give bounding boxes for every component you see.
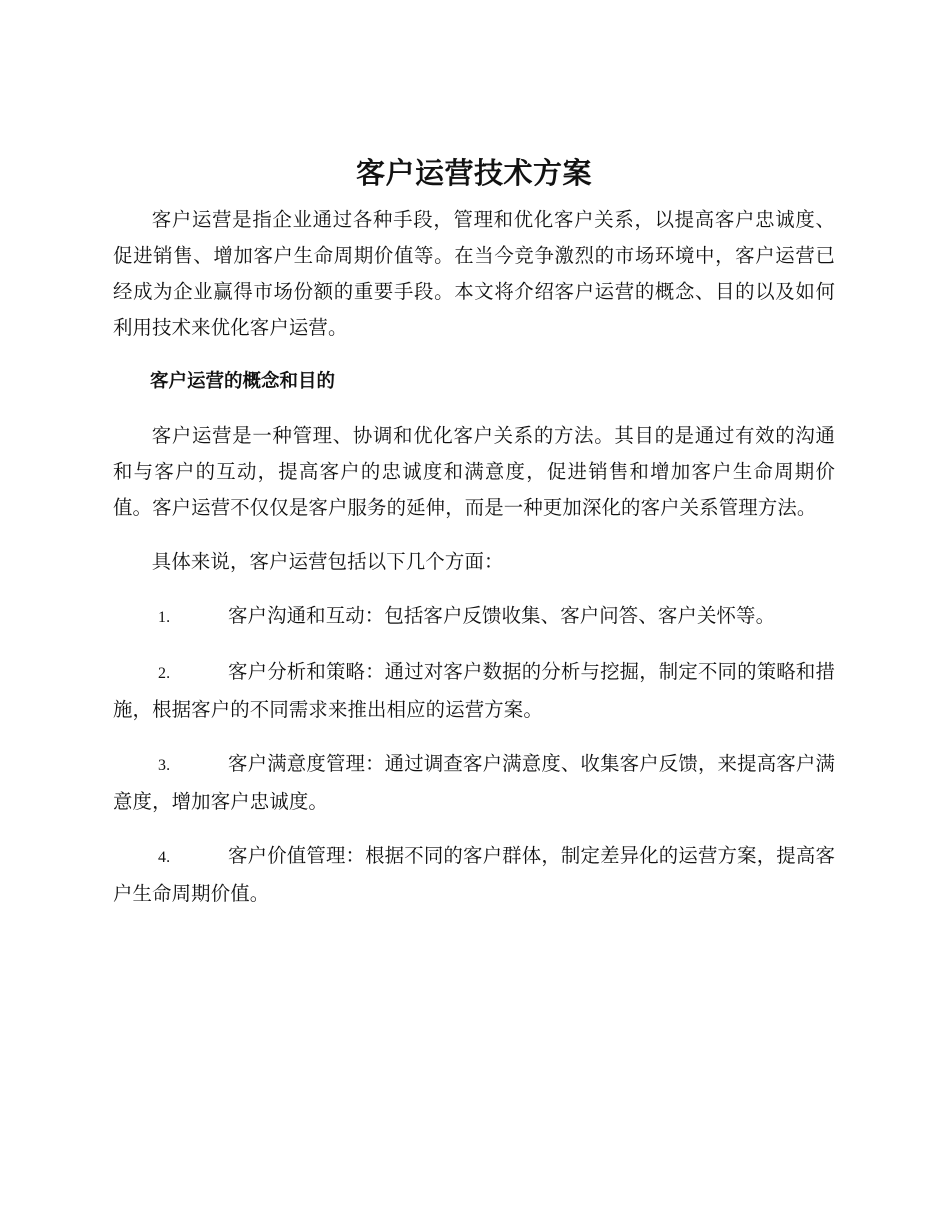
list-item-number: 3. <box>158 757 171 774</box>
list-item-number: 1. <box>158 609 171 626</box>
list-item <box>113 654 835 728</box>
list-intro: 具体来说，客户运营包括以下几个方面： <box>151 550 504 573</box>
list-item-text: 客户沟通和互动：包括客户反馈收集、客户问答、客户关怀等。 <box>228 604 776 627</box>
list-item-text: 客户满意度管理：通过调查客户满意度、收集客户反馈，来提高客户满意度，增加客户忠诚度。 <box>113 752 835 813</box>
list-item-number: 4. <box>158 849 171 866</box>
document-body <box>113 150 835 912</box>
list-item <box>113 838 835 912</box>
section-heading: 客户运营的概念和目的 <box>150 371 336 392</box>
intro-paragraph: 客户运营是指企业通过各种手段，管理和优化客户关系，以提高客户忠诚度、促进销售、增加客户生命周期价值等。在当今竞争激烈的市场环境中，客户运营已经成为企业赢得市场份额的重要手段。本文将介绍客户运营的概念、目的以及如何利用技术来优化客户运营。 <box>113 208 835 339</box>
list-item-text: 客户分析和策略：通过对客户数据的分析与挖掘，制定不同的策略和措施，根据客户的不同需求来推出相应的运营方案。 <box>113 660 835 721</box>
list-item <box>113 746 835 820</box>
list-item-text: 客户价值管理：根据不同的客户群体，制定差异化的运营方案，提高客户生命周期价值。 <box>113 844 835 905</box>
list-item-number: 2. <box>158 665 171 682</box>
list-item <box>113 598 835 636</box>
document-title: 客户运营技术方案 <box>355 156 592 190</box>
section-paragraph: 客户运营是一种管理、协调和优化客户关系的方法。其目的是通过有效的沟通和与客户的互动，提高客户的忠诚度和满意度，促进销售和增加客户生命周期价值。客户运营不仅仅是客户服务的延伸，而是一种更加深化的客户关系管理方法。 <box>113 424 835 519</box>
